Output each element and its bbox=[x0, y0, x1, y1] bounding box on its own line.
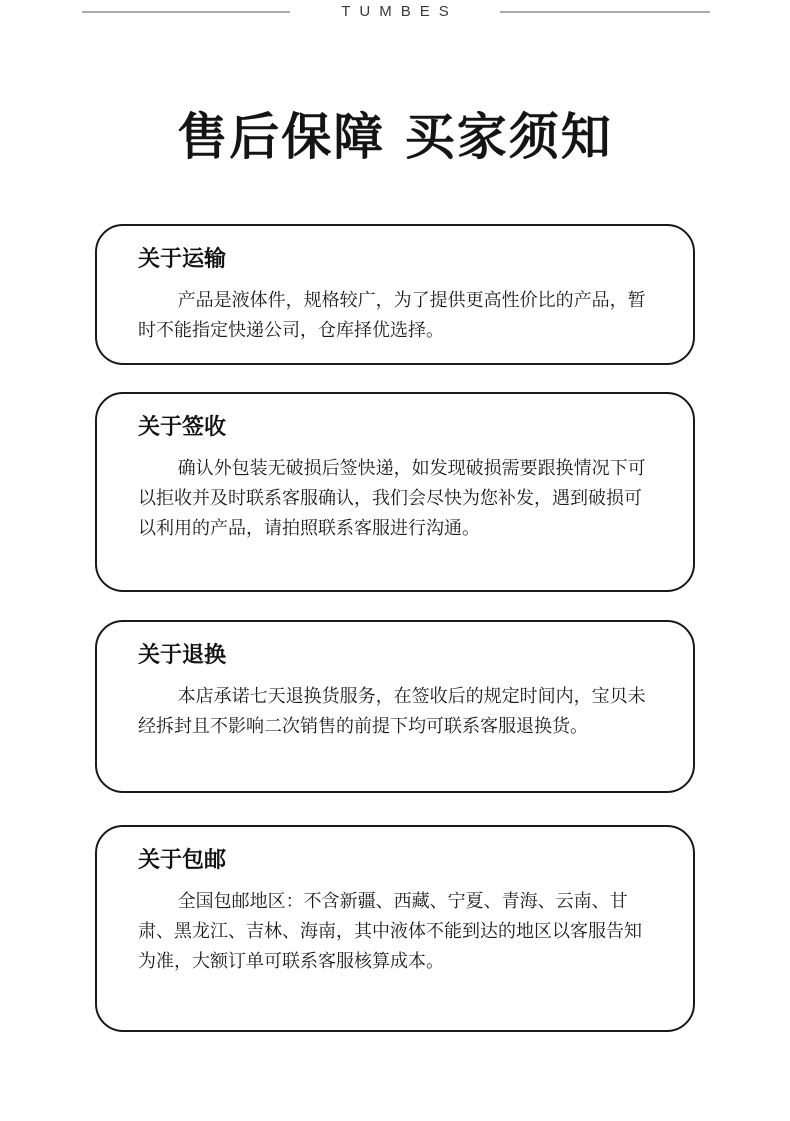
card-body: 本店承诺七天退换货服务，在签收后的规定时间内，宝贝未经拆封且不影响二次销售的前提下均可联系客服退换货。 bbox=[138, 686, 646, 737]
card-body: 确认外包装无破损后签快递，如发现破损需要跟换情况下可以拒收并及时联系客服确认，我们会尽快为您补发，遇到破损可以利用的产品，请拍照联系客服进行沟通。 bbox=[138, 458, 646, 539]
card-heading: 关于签收 bbox=[138, 415, 227, 440]
card-returns bbox=[95, 620, 695, 793]
card-heading: 关于退换 bbox=[138, 643, 227, 668]
card-heading: 关于运输 bbox=[138, 247, 227, 272]
card-heading: 关于包邮 bbox=[138, 848, 227, 873]
page-title: 售后保障 买家须知 bbox=[177, 108, 613, 166]
brand-divider-right bbox=[500, 11, 710, 13]
card-free-shipping bbox=[95, 825, 695, 1032]
brand-name: TUMBES bbox=[341, 3, 458, 20]
card-body: 全国包邮地区：不含新疆、西藏、宁夏、青海、云南、甘肃、黑龙江、吉林、海南，其中液体不能到达的地区以客服告知为准，大额订单可联系客服核算成本。 bbox=[138, 891, 642, 972]
brand-divider-left bbox=[82, 11, 290, 13]
card-body: 产品是液体件，规格较广，为了提供更高性价比的产品，暂时不能指定快递公司，仓库择优选择。 bbox=[138, 290, 646, 341]
card-shipping bbox=[95, 224, 695, 365]
card-receipt bbox=[95, 392, 695, 592]
